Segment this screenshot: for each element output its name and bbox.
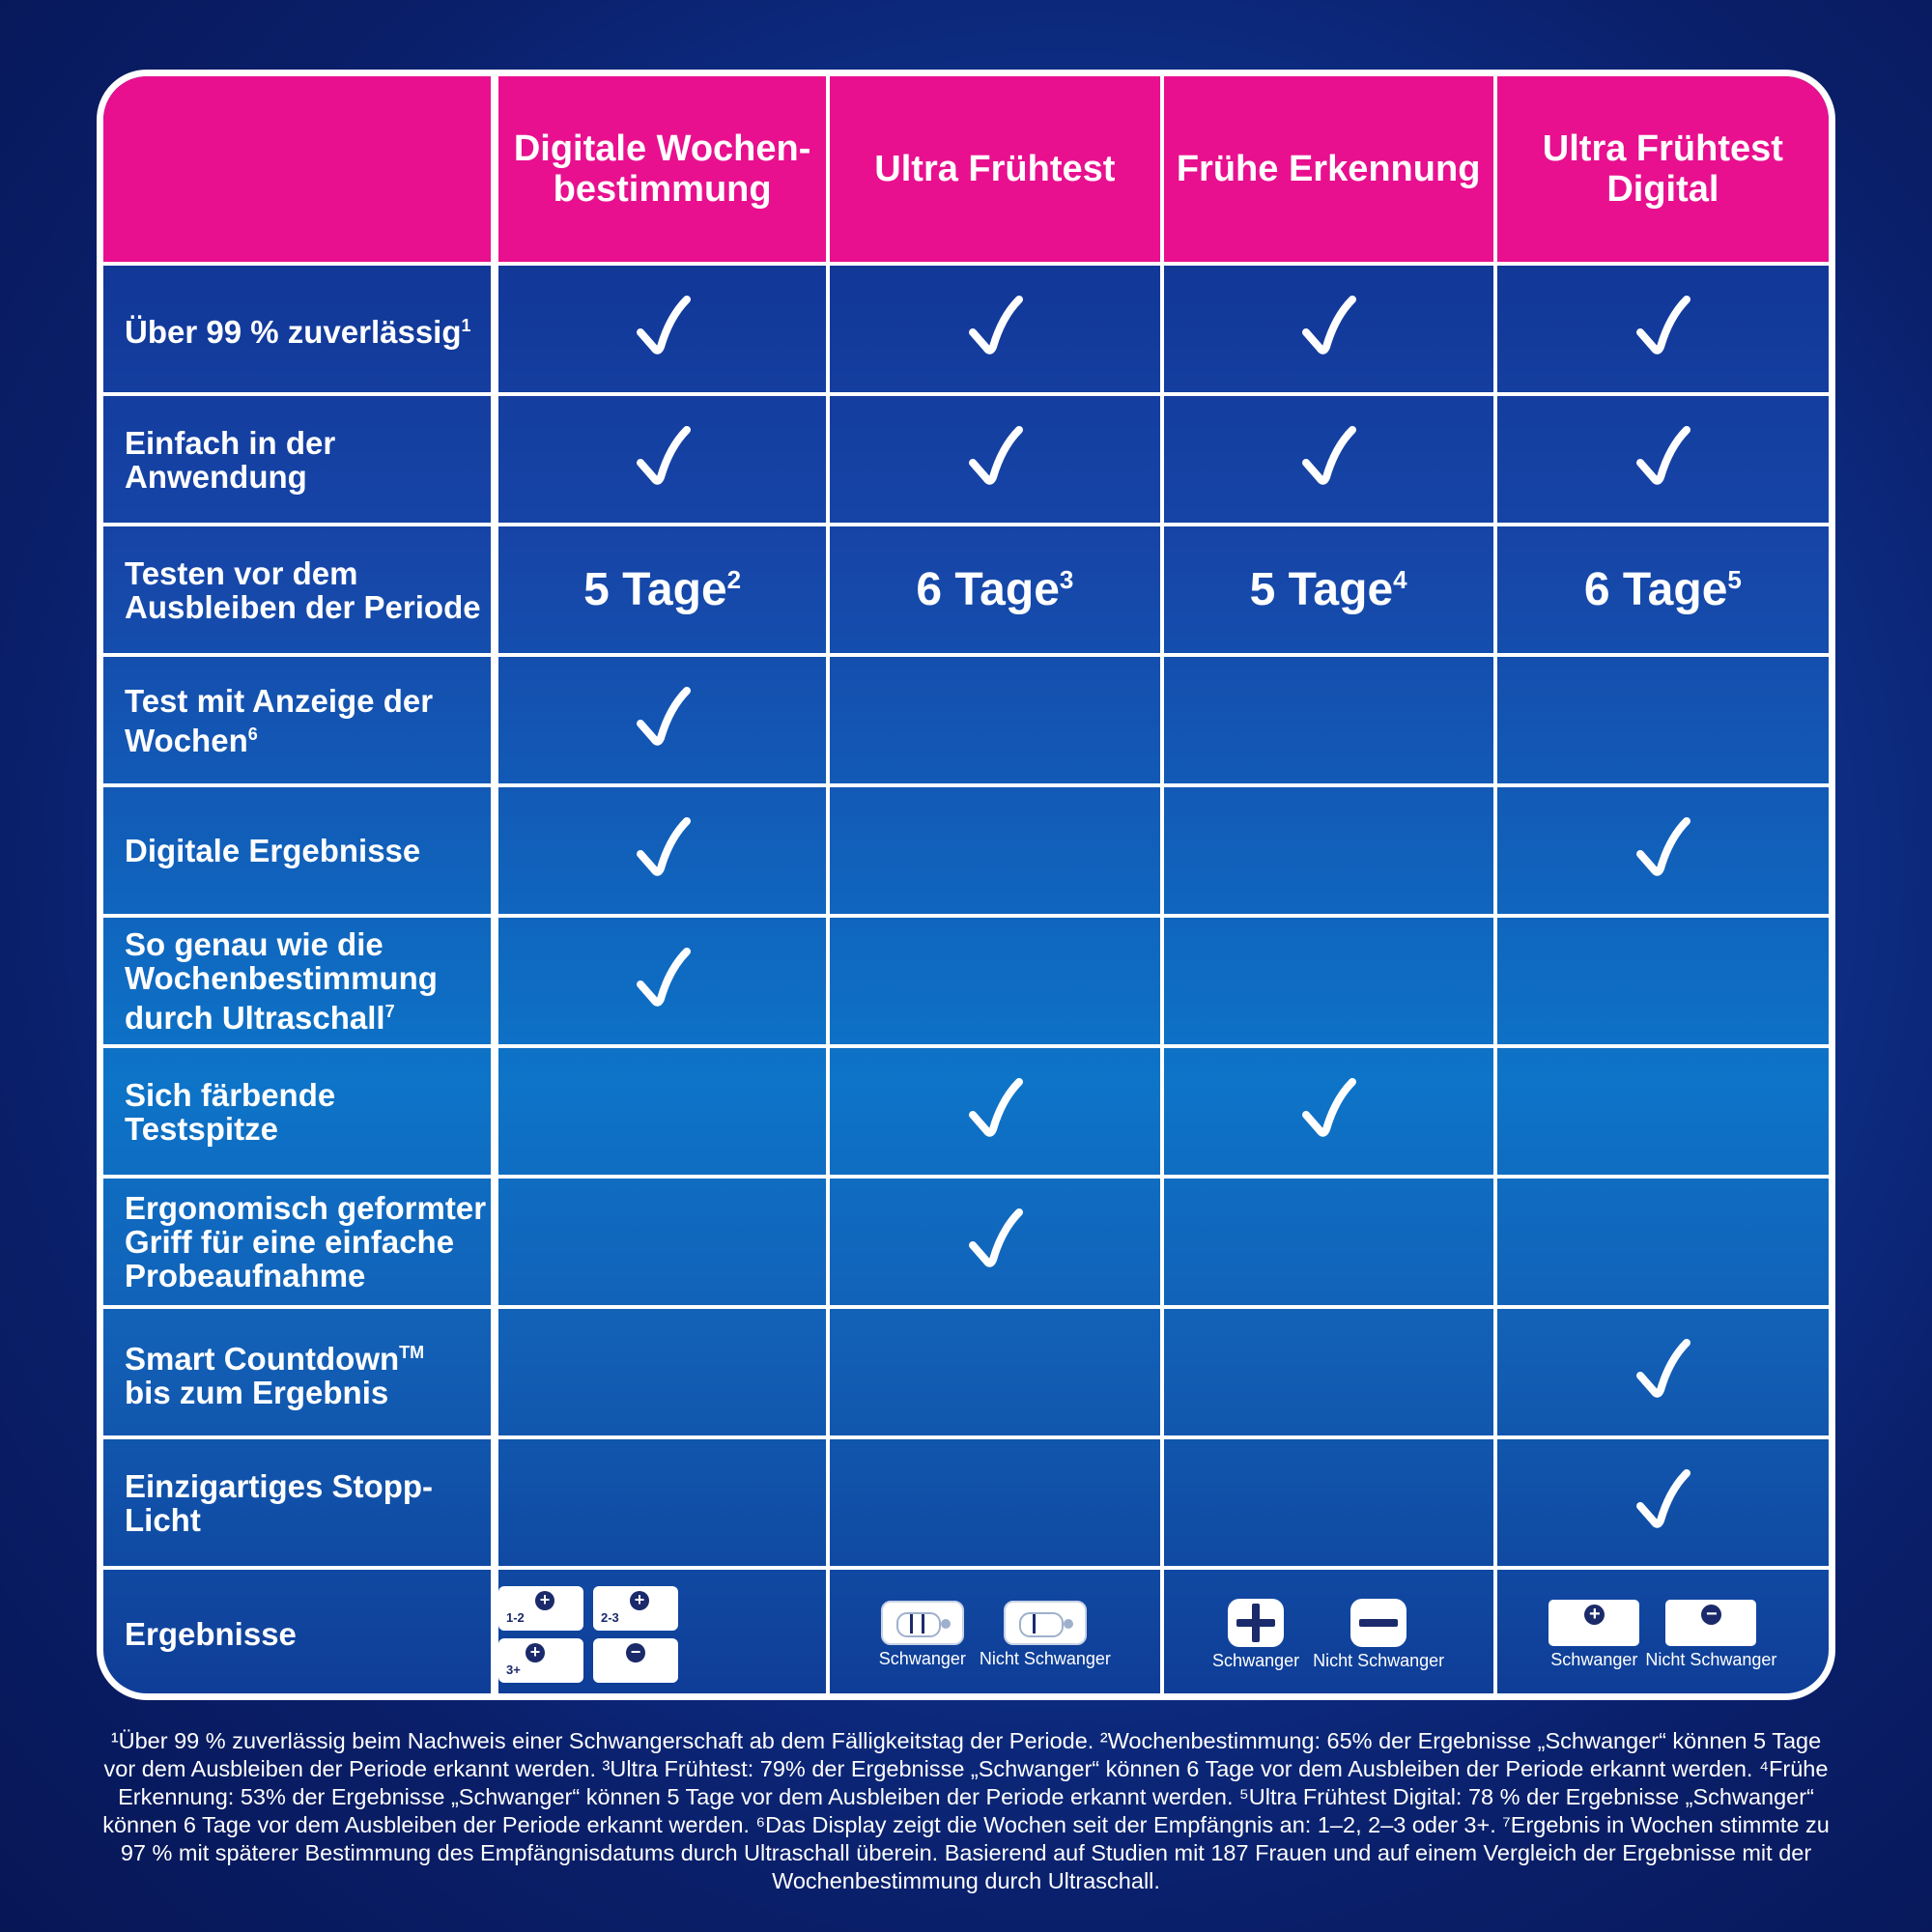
- result-line: [922, 1614, 924, 1634]
- result-window: [896, 1612, 941, 1637]
- weeks-display-icon: [498, 1586, 583, 1631]
- checkmark-icon: [635, 685, 691, 751]
- footnote-text: ¹Über 99 % zuverlässig beim Nachweis einer Schwangerschaft ab dem Fälligkeitstag der Periode. ²Wochenbestimmung: 65% der Ergebnisse „Schwanger“ können 5 Tage vor dem Ausbleiben der Periode erkannt werden. ³Ultra Frühtest: 79% der Ergebnisse „Schwanger“ können 6 Tage vor dem Ausbleiben der Periode erkannt werden. ⁴Frühe Erkennung: 53% der Ergebnisse „Schwanger“ können 5 Tage vor dem Ausbleiben der Periode erkannt werden. ⁵Ultra Frühtest Digital: 78 % der Ergebnisse „Schwanger“ können 6 Tage vor dem Ausbleiben der Periode erkannt werden. ⁶Das Display zeigt die Wochen seit der Empfängnis an: 1–2, 2–3 oder 3+. ⁷Ergebnis in Wochen stimmte zu 97 % mit späterer Bestimmung des Empfängnisdatums durch Ultraschall überein. Basierend auf Studien mit 187 Frauen und auf einem Vergleich der Ergebnisse mit der Wochenbestimmung durch Ultraschall.: [102, 1728, 1830, 1893]
- table-row: [103, 1437, 1829, 1568]
- result-caption: Schwanger: [1212, 1651, 1300, 1670]
- table-cell: [1162, 1046, 1495, 1177]
- table-cell: [1495, 394, 1829, 525]
- row-label: [103, 1307, 495, 1437]
- result-group: [830, 1601, 1159, 1667]
- row-label-text: Sich färbende Testspitze: [125, 1076, 336, 1147]
- checkmark-icon: [1634, 1467, 1690, 1533]
- row-label-text: Ergonomisch geformter Griff für eine einfache Probeaufnahme: [125, 1190, 487, 1293]
- table-cell: [828, 525, 1161, 655]
- comparison-grid: [103, 76, 1829, 1698]
- table-cell: [1162, 916, 1495, 1046]
- table-cell: [495, 1177, 828, 1307]
- checkmark-icon: [1634, 1337, 1690, 1403]
- days-text: 5 Tage: [1249, 564, 1394, 615]
- plus-icon: +: [630, 1591, 649, 1610]
- checkmark-icon: [635, 424, 691, 490]
- row-label-text: Über 99 % zuverlässig: [125, 314, 462, 350]
- table-cell: [495, 394, 828, 525]
- comparison-table: [97, 70, 1835, 1700]
- checkmark-icon: [1634, 294, 1690, 359]
- table-cell: [1162, 1307, 1495, 1437]
- table-cell: [1495, 525, 1829, 655]
- result-group: [1164, 1599, 1493, 1669]
- weeks-display-icon: [593, 1586, 678, 1631]
- checkmark-icon: [1634, 815, 1690, 881]
- table-cell: [1162, 655, 1495, 785]
- table-row: [103, 264, 1829, 394]
- table-cell: [828, 1177, 1161, 1307]
- row-label: [103, 264, 495, 394]
- weeks-label: 2-3: [601, 1609, 619, 1625]
- checkmark-icon: [1300, 424, 1356, 490]
- footnote-ref: 7: [384, 1002, 395, 1021]
- table-row: [103, 785, 1829, 916]
- table-cell: [1162, 1177, 1495, 1307]
- results-cell-digital: [1495, 1568, 1829, 1698]
- table-cell: [495, 655, 828, 785]
- result-item: [1548, 1600, 1639, 1668]
- checkmark-icon: [1300, 294, 1356, 359]
- table-cell: [828, 264, 1161, 394]
- row-label-text: Smart Countdown: [125, 1340, 400, 1377]
- table-row: [103, 525, 1829, 655]
- result-caption: Nicht Schwanger: [979, 1649, 1111, 1668]
- table-row: [103, 655, 1829, 785]
- column-header-fruehe-erkennung: Frühe Erkennung: [1162, 76, 1495, 264]
- table-cell: [828, 1046, 1161, 1177]
- checkmark-icon: [1300, 1076, 1356, 1142]
- row-label: [103, 1568, 495, 1698]
- result-item: [1313, 1599, 1444, 1669]
- footnote-ref: 2: [726, 565, 742, 594]
- table-cell: [495, 1307, 828, 1437]
- result-item: [1212, 1599, 1299, 1669]
- result-line: [910, 1614, 913, 1634]
- column-header-digitale-wochenbestimmung: Digitale Wochen-bestimmung: [495, 76, 828, 264]
- table-row: [103, 1307, 1829, 1437]
- footnote-ref: 6: [247, 724, 258, 744]
- results-row: [103, 1568, 1829, 1698]
- row-label: [103, 655, 495, 785]
- result-window: [1019, 1612, 1064, 1637]
- row-label: [103, 916, 495, 1046]
- weeks-label: 1-2: [506, 1609, 525, 1625]
- minus-icon: [1350, 1599, 1406, 1647]
- row-label-text-2: bis zum Ergebnis: [125, 1374, 389, 1410]
- days-text: 6 Tage: [916, 564, 1060, 615]
- table-cell: [495, 1046, 828, 1177]
- days-text: 5 Tage: [583, 564, 727, 615]
- result-item: [879, 1601, 966, 1667]
- table-cell: [1162, 264, 1495, 394]
- checkmark-icon: [967, 1076, 1023, 1142]
- footnote-ref: 4: [1393, 565, 1407, 594]
- table-cell: [1162, 1437, 1495, 1568]
- checkmark-icon: [967, 294, 1023, 359]
- table-row: [103, 394, 1829, 525]
- minus-icon: −: [626, 1643, 645, 1662]
- row-label-text: Einfach in der Anwendung: [125, 424, 336, 495]
- table-cell: [828, 394, 1161, 525]
- checkmark-icon: [635, 294, 691, 359]
- table-cell: [495, 264, 828, 394]
- plus-icon: +: [526, 1643, 545, 1662]
- result-caption: Schwanger: [1550, 1650, 1638, 1669]
- control-dot: [1064, 1619, 1073, 1629]
- footnote-ref: 1: [461, 316, 471, 335]
- checkmark-icon: [1634, 424, 1690, 490]
- days-value: [916, 564, 1073, 615]
- digital-display-icon: [1548, 1600, 1639, 1646]
- result-caption: Schwanger: [878, 1649, 966, 1668]
- table-row: [103, 1046, 1829, 1177]
- checkmark-icon: [635, 946, 691, 1011]
- table-cell: [1495, 1046, 1829, 1177]
- result-item: [980, 1601, 1111, 1667]
- pregnant-two-lines-icon: [881, 1601, 964, 1645]
- row-label: [103, 1437, 495, 1568]
- symbol-bar: [1252, 1604, 1260, 1642]
- footnote-ref: TM: [399, 1342, 425, 1362]
- weeks-label: 3+: [506, 1662, 521, 1677]
- table-cell: [828, 1437, 1161, 1568]
- days-value: [1584, 564, 1742, 615]
- plus-icon: +: [1584, 1605, 1605, 1625]
- table-cell: [1495, 1177, 1829, 1307]
- row-label: [103, 1177, 495, 1307]
- weeks-display-icon: [498, 1638, 583, 1683]
- weeks-display-grid: [498, 1586, 826, 1683]
- days-value: [583, 564, 741, 615]
- minus-icon: −: [1701, 1605, 1721, 1625]
- table-cell: [1495, 1437, 1829, 1568]
- results-cell-stick: [828, 1568, 1161, 1698]
- control-dot: [941, 1619, 951, 1629]
- plus-icon: +: [535, 1591, 554, 1610]
- table-cell: [828, 1307, 1161, 1437]
- table-cell: [1162, 785, 1495, 916]
- row-label-text: Einzigartiges Stopp-Licht: [125, 1467, 434, 1538]
- plus-icon: [1228, 1599, 1284, 1647]
- table-cell: [828, 916, 1161, 1046]
- days-value: [1250, 564, 1407, 615]
- results-cell-symbol: [1162, 1568, 1495, 1698]
- table-cell: [1495, 655, 1829, 785]
- row-label-text: Test mit Anzeige der Wochen: [125, 682, 434, 758]
- table-cell: [828, 655, 1161, 785]
- result-line: [1033, 1614, 1036, 1634]
- row-label: [103, 525, 495, 655]
- result-group: [1497, 1600, 1829, 1668]
- footnote-ref: 5: [1727, 565, 1742, 594]
- table-cell: [495, 525, 828, 655]
- weeks-display-icon: [593, 1638, 678, 1683]
- results-cell-weeks: [495, 1568, 828, 1698]
- result-caption: Nicht Schwanger: [1645, 1650, 1777, 1669]
- result-caption: Nicht Schwanger: [1313, 1651, 1445, 1670]
- row-label: [103, 785, 495, 916]
- row-label-text: Digitale Ergebnisse: [125, 833, 421, 868]
- table-cell: [1162, 394, 1495, 525]
- checkmark-icon: [967, 424, 1023, 490]
- row-label: [103, 1046, 495, 1177]
- row-label-text: So genau wie die Wochenbestimmung durch Ultraschall: [125, 926, 438, 1036]
- table-cell: [828, 785, 1161, 916]
- table-row: [103, 1177, 1829, 1307]
- table-row: [103, 916, 1829, 1046]
- table-cell: [495, 916, 828, 1046]
- digital-display-icon: [1665, 1600, 1756, 1646]
- row-label-text: Ergebnisse: [125, 1616, 297, 1652]
- symbol-bar: [1359, 1619, 1398, 1627]
- table-cell: [1495, 1307, 1829, 1437]
- column-header-ultra-fruehtest-digital: Ultra Frühtest Digital: [1495, 76, 1829, 264]
- result-item: [1645, 1600, 1776, 1668]
- header-row: [103, 76, 1829, 264]
- table-cell: [495, 1437, 828, 1568]
- header-corner: [103, 76, 495, 264]
- row-label-text: Testen vor dem Ausbleiben der Periode: [125, 554, 481, 625]
- table-cell: [1495, 916, 1829, 1046]
- days-text: 6 Tage: [1583, 564, 1728, 615]
- checkmark-icon: [635, 815, 691, 881]
- table-cell: [1162, 525, 1495, 655]
- row-label: [103, 394, 495, 525]
- not-pregnant-one-line-icon: [1004, 1601, 1087, 1645]
- column-header-ultra-fruehtest: Ultra Frühtest: [828, 76, 1161, 264]
- footnote-ref: 3: [1059, 565, 1074, 594]
- table-cell: [1495, 785, 1829, 916]
- checkmark-icon: [967, 1207, 1023, 1272]
- table-cell: [495, 785, 828, 916]
- table-cell: [1495, 264, 1829, 394]
